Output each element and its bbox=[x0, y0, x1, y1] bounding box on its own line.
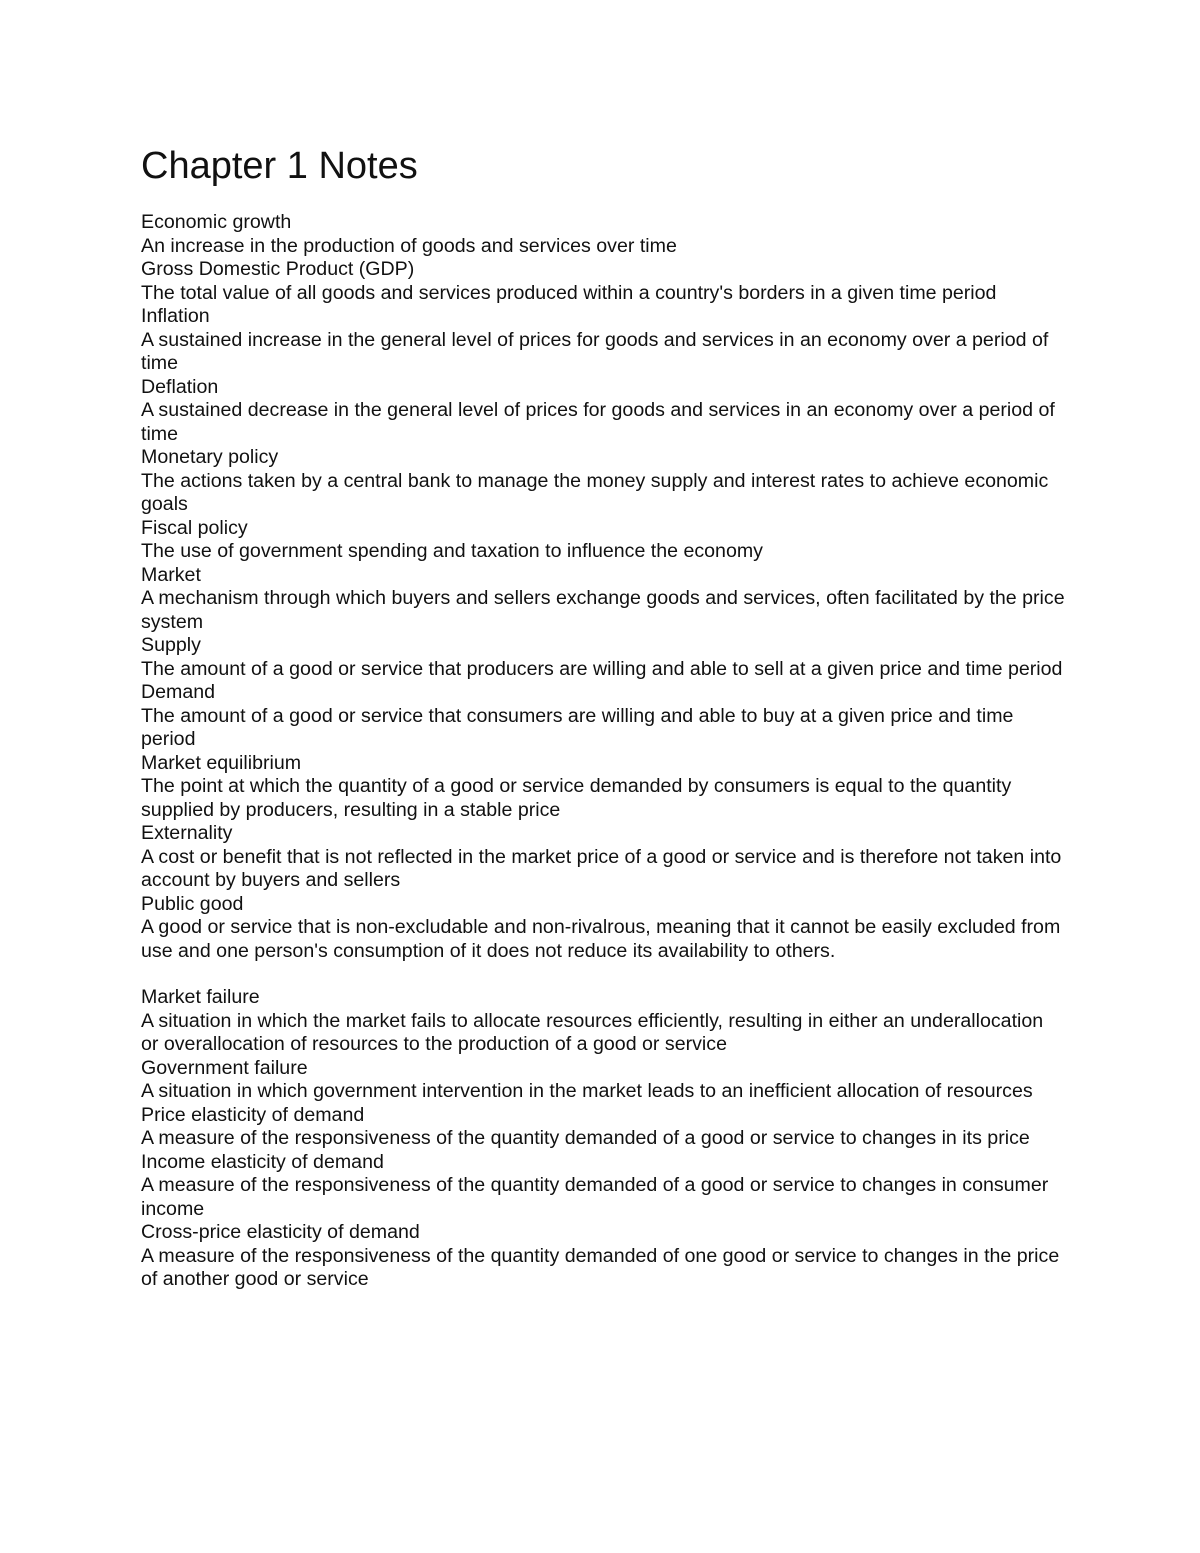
glossary-entry bbox=[141, 258, 1066, 305]
glossary-term: Monetary policy bbox=[141, 446, 279, 468]
glossary-definition: The actions taken by a central bank to manage the money supply and interest rates to achieve economic goals bbox=[141, 469, 1049, 515]
glossary-entry bbox=[141, 1221, 1066, 1292]
glossary-term: Deflation bbox=[141, 375, 219, 398]
glossary-entry bbox=[141, 822, 1066, 893]
glossary-definition: A measure of the responsiveness of the quantity demanded of a good or service to changes in its price bbox=[141, 1127, 1030, 1149]
glossary-definition: The amount of a good or service that producers are willing and able to sell at a given price and time period bbox=[141, 657, 1063, 680]
glossary-entry bbox=[141, 752, 1066, 823]
glossary-definition: A measure of the responsiveness of the quantity demanded of a good or service to changes in consumer income bbox=[141, 1174, 1049, 1220]
page-title: Chapter 1 Notes bbox=[141, 145, 418, 187]
glossary-term: Price elasticity of demand bbox=[141, 1103, 365, 1126]
glossary-definition: The amount of a good or service that consumers are willing and able to buy at a given price and time period bbox=[141, 704, 1014, 750]
glossary-definition: The use of government spending and taxation to influence the economy bbox=[141, 540, 763, 562]
glossary-definition: A sustained increase in the general level of prices for goods and services in an economy over a period of time bbox=[141, 328, 1049, 374]
glossary-term: Supply bbox=[141, 634, 201, 656]
glossary-term: Inflation bbox=[141, 305, 210, 327]
glossary-term: Demand bbox=[141, 681, 216, 703]
glossary-entry bbox=[141, 446, 1066, 517]
document-content bbox=[141, 142, 1066, 1292]
glossary-definition: The point at which the quantity of a good or service demanded by consumers is equal to the quantity supplied by producers, resulting in a stable price bbox=[141, 775, 1012, 821]
glossary-entry bbox=[141, 376, 1066, 447]
glossary-definition: A mechanism through which buyers and sellers exchange goods and services, often facilitated by the price system bbox=[141, 587, 1065, 633]
glossary-term: Market bbox=[141, 563, 201, 586]
glossary-definition: A situation in which the market fails to allocate resources efficiently, resulting in either an underallocation or overallocation of resources to the production of a good or service bbox=[141, 1009, 1044, 1055]
glossary-definition: A situation in which government intervention in the market leads to an inefficient allocation of resources bbox=[141, 1080, 1033, 1102]
glossary-entry bbox=[141, 681, 1066, 752]
glossary-entry bbox=[141, 517, 1066, 564]
glossary-term: Cross-price elasticity of demand bbox=[141, 1221, 420, 1243]
glossary-definition: A measure of the responsiveness of the quantity demanded of one good or service to changes in the price of another good or service bbox=[141, 1244, 1060, 1290]
glossary-entry bbox=[141, 1151, 1066, 1222]
glossary-term: Gross Domestic Product (GDP) bbox=[141, 258, 415, 280]
glossary-entry bbox=[141, 634, 1066, 681]
glossary-term: Economic growth bbox=[141, 211, 292, 233]
glossary-term: Market equilibrium bbox=[141, 751, 302, 774]
glossary-definition: A good or service that is non-excludable and non-rivalrous, meaning that it cannot be easily excluded from use and one person's consumption of it does not reduce its availability to others. bbox=[141, 916, 1061, 962]
glossary-term: Government failure bbox=[141, 1056, 308, 1079]
glossary-entry bbox=[141, 564, 1066, 635]
glossary-term: Income elasticity of demand bbox=[141, 1150, 384, 1173]
glossary-entry bbox=[141, 305, 1066, 376]
glossary-entry bbox=[141, 986, 1066, 1057]
glossary-term: Fiscal policy bbox=[141, 516, 248, 539]
glossary-term: Market failure bbox=[141, 986, 260, 1008]
glossary-list bbox=[141, 211, 1066, 1292]
glossary-entry bbox=[141, 211, 1066, 258]
glossary-term: Externality bbox=[141, 822, 233, 844]
glossary-entry bbox=[141, 893, 1066, 964]
glossary-definition: An increase in the production of goods and services over time bbox=[141, 234, 677, 257]
glossary-entry bbox=[141, 1104, 1066, 1151]
glossary-definition: A sustained decrease in the general level of prices for goods and services in an economy over a period of time bbox=[141, 399, 1055, 445]
glossary-term: Public good bbox=[141, 892, 244, 915]
glossary-definition: The total value of all goods and services produced within a country's borders in a given time period bbox=[141, 281, 997, 304]
glossary-definition: A cost or benefit that is not reflected in the market price of a good or service and is therefore not taken into account by buyers and sellers bbox=[141, 845, 1062, 891]
glossary-entry bbox=[141, 1057, 1066, 1104]
